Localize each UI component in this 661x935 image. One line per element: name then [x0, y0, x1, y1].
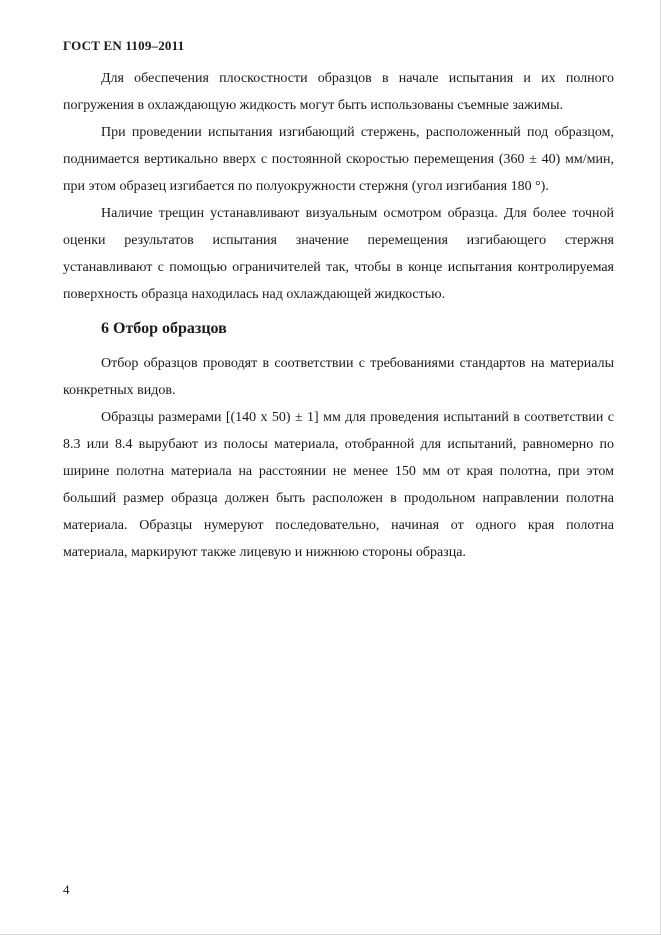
section-heading-sampling: 6 Отбор образцов	[101, 320, 227, 337]
document-header: ГОСТ EN 1109–2011	[63, 38, 185, 53]
page-number: 4	[63, 882, 70, 897]
document-body	[63, 65, 614, 566]
paragraph-bending-procedure: При проведении испытания изгибающий стержень, расположенный под образцом, поднимается вертикально вверх с постоянной скоростью перемещения (360 ± 40) мм/мин, при этом образец изгибается по полуокружности стержня (угол изгибания 180 °).	[63, 125, 614, 194]
paragraph-crack-inspection: Наличие трещин устанавливают визуальным осмотром образца. Для более точной оценки результатов испытания значение перемещения изгибающего стержня устанавливают с помощью ограничителей так, чтобы в конце испытания контролируемая поверхность образца находилась над охлаждающей жидкостью.	[63, 206, 614, 302]
paragraph-clamps: Для обеспечения плоскостности образцов в начале испытания и их полного погружения в охлаждающую жидкость могут быть использованы съемные зажимы.	[63, 71, 614, 113]
paragraph-sample-dimensions: Образцы размерами [(140 x 50) ± 1] мм для проведения испытаний в соответствии с 8.3 или 8.4 вырубают из полосы материала, отобранной для испытаний, равномерно по ширине полотна материала на расстоянии не менее 150 мм от края полотна, при этом больший размер образца должен быть расположен в продольном направлении полотна материала. Образцы нумеруют последовательно, начиная от одного края полотна материала, маркируют также лицевую и нижнюю стороны образца.	[63, 410, 614, 560]
paragraph-sampling-standards: Отбор образцов проводят в соответствии с требованиями стандартов на материалы конкретных видов.	[63, 356, 614, 398]
